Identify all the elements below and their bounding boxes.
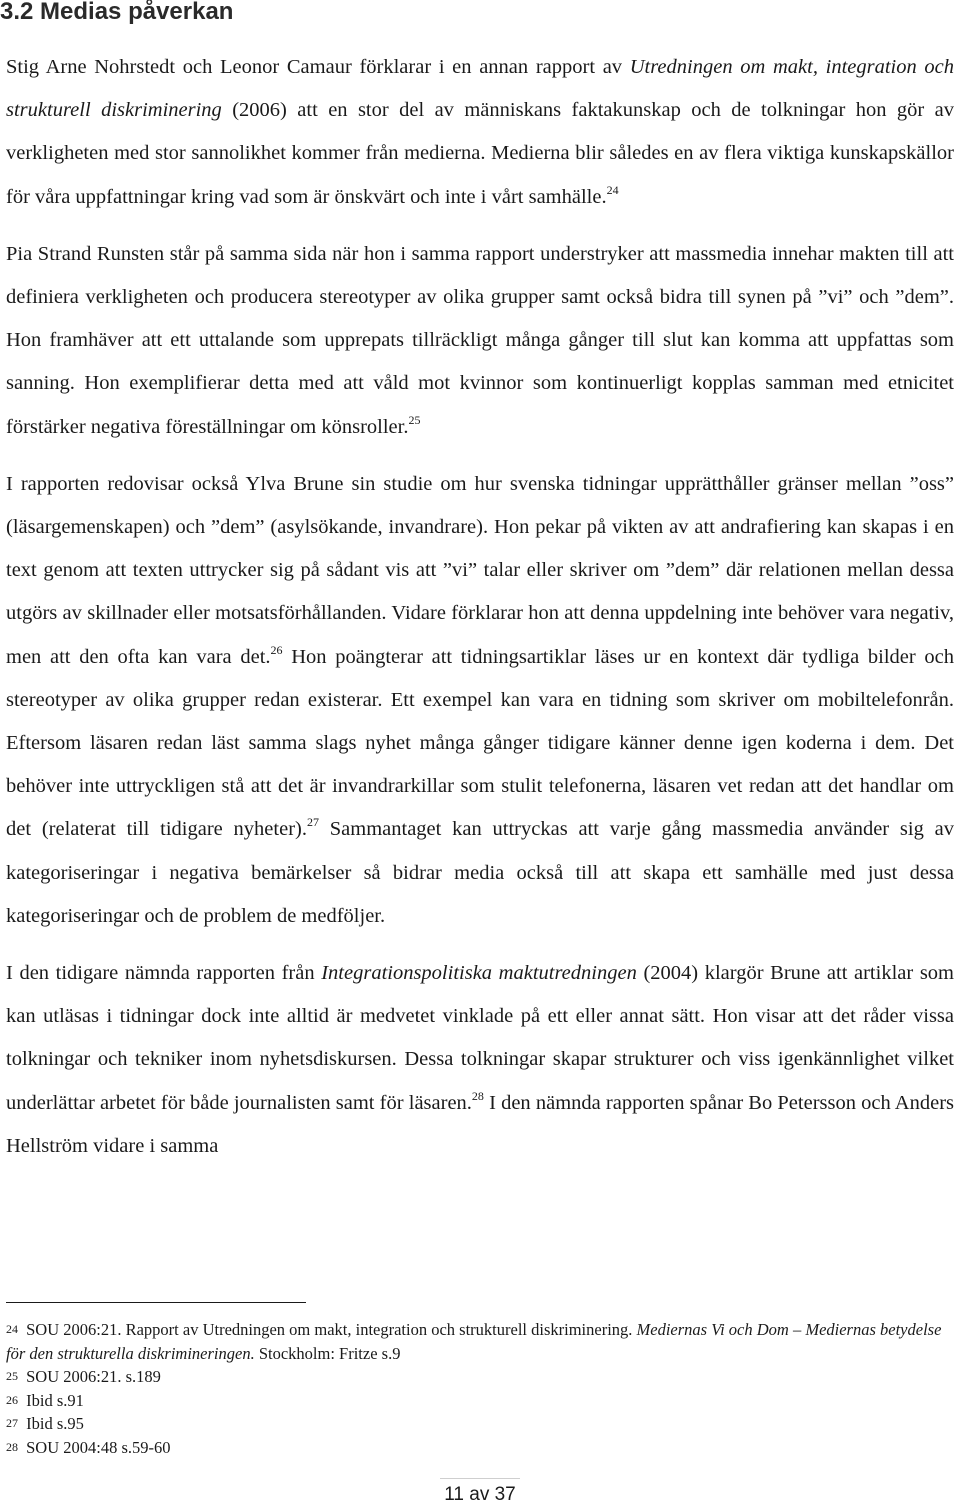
footnote-number: 25 xyxy=(6,1369,18,1383)
footnote-number: 26 xyxy=(6,1392,18,1407)
footnote-ref[interactable]: 26 xyxy=(270,642,283,657)
report-title: Integrationspolitiska maktutredningen xyxy=(321,962,637,985)
page-number: 11 av 37 xyxy=(444,1484,516,1505)
paragraph-text: Pia Strand Runsten står på samma sida när hon i samma rapport understryker att massmedia innehar makten till att definiera verkligheten och producera stereotyper av olika grupper samt också bidra till synen på ”vi” och ”dem”. Hon framhäver att ett uttalande som upprepats tillräckligt många gånger till slut kan komma att uppfattas som sanning. Hon exemplifierar detta med att våld mot kvinnor som kontinuerligt kopplas samman med etnicitet förstärker negativa föreställningar om könsroller. xyxy=(6,242,954,438)
footnote-text: SOU 2006:21. s.189 xyxy=(22,1367,161,1386)
paragraph-4 xyxy=(6,952,954,1168)
section-heading: 3.2 Medias påverkan xyxy=(0,0,234,25)
footnote-28 xyxy=(6,1436,956,1460)
footnote-title: Mediernas Vi och Dom – Mediernas betydelse för den strukturella diskrimineringen. xyxy=(6,1320,942,1363)
footnote-text: Ibid s.91 xyxy=(22,1390,84,1410)
footnote-text: Ibid s.95 xyxy=(22,1414,84,1433)
paragraph-text: (2004) klargör Brune att artiklar som kan utläsas i tidningar dock inte alltid är medvetet vinklade på ett eller annat sätt. Hon visar att det råder vissa tolkningar och tekniker inom nyhetsdiskursen. Dessa tolkningar skapar strukturer och viss igenkännlighet vilket underlättar arbetet för både journalisten samt för läsaren. xyxy=(6,962,954,1114)
paragraph-text: I den nämnda rapporten spånar Bo Petersson och Anders Hellström vidare i samma xyxy=(6,1091,954,1157)
footnote-24 xyxy=(6,1318,956,1365)
footnote-text: SOU 2004:48 s.59-60 xyxy=(22,1437,171,1457)
page-number-divider xyxy=(440,1478,520,1479)
footnote-number: 27 xyxy=(6,1416,18,1430)
footnote-26 xyxy=(6,1389,956,1413)
footnote-number: 28 xyxy=(6,1439,18,1454)
paragraph-text: Hon poängterar att tidningsartiklar läses ur en kontext där tydliga bilder och stereotyper av olika grupper redan existerar. Ett exempel kan vara en tidning som skriver om mobiltelefonrån. Eftersom läsaren redan läst samma slags nyhet många gånger tidigare känner denne igen koderna i dem. Det behöver inte uttryckligen stå att det är invandrarkillar som stulit telefonerna, läsaren vet redan att det handlar om det (relaterat till tidigare nyheter). xyxy=(6,645,954,841)
paragraph-1 xyxy=(6,46,954,219)
footnotes xyxy=(6,1318,956,1459)
footnote-ref[interactable]: 25 xyxy=(408,412,421,427)
paragraph-text: I den tidigare nämnda rapporten från xyxy=(6,962,322,985)
footnote-ref[interactable]: 24 xyxy=(606,182,619,197)
paragraph-2 xyxy=(6,233,954,449)
paragraph-3 xyxy=(6,463,954,938)
footnote-text: Stockholm: Fritze s.9 xyxy=(254,1343,401,1363)
footnote-text: SOU 2006:21. Rapport av Utredningen om makt, integration och strukturell diskriminering. xyxy=(22,1320,637,1339)
paragraph-text: I rapporten redovisar också Ylva Brune sin studie om hur svenska tidningar upprätthåller gränser mellan ”oss” (läsargemenskapen) och ”dem” (asylsökande, invandrare). Hon pekar på vikten av att andrafiering kan skapas i en text genom att texten uttrycker sig på sådant vis att ”vi” talar eller skriver om ”dem” där relationen mellan dessa utgörs av skillnader eller motsatsförhållanden. Vidare förklarar hon att denna uppdelning inte behöver vara negativ, men att den ofta kan vara det. xyxy=(6,472,954,668)
footnote-ref[interactable]: 28 xyxy=(471,1088,484,1103)
footnote-25 xyxy=(6,1365,956,1389)
paragraph-text: Sammantaget kan uttryckas att varje gång massmedia använder sig av kategoriseringar i negativa bemärkelser så bidrar media också till att skapa ett samhälle med just dessa kategoriseringar och de problem de medföljer. xyxy=(6,818,954,927)
footnote-number: 24 xyxy=(6,1322,18,1336)
footnote-27 xyxy=(6,1412,956,1436)
footnote-separator xyxy=(6,1302,306,1303)
body-text xyxy=(6,46,954,1182)
report-title: Utredningen om makt, integration och strukturell diskriminering xyxy=(6,56,954,122)
paragraph-text: (2006) att en stor del av människans faktakunskap och de tolkningar hon gör av verkligheten med stor sannolikhet kommer från medierna. Medierna blir således en av flera viktiga kunskapskällor för våra uppfattningar kring vad som är önskvärt och inte i vårt samhälle. xyxy=(6,99,954,208)
paragraph-text: Stig Arne Nohrstedt och Leonor Camaur förklarar i en annan rapport av xyxy=(6,56,630,78)
footnote-ref[interactable]: 27 xyxy=(306,815,319,830)
